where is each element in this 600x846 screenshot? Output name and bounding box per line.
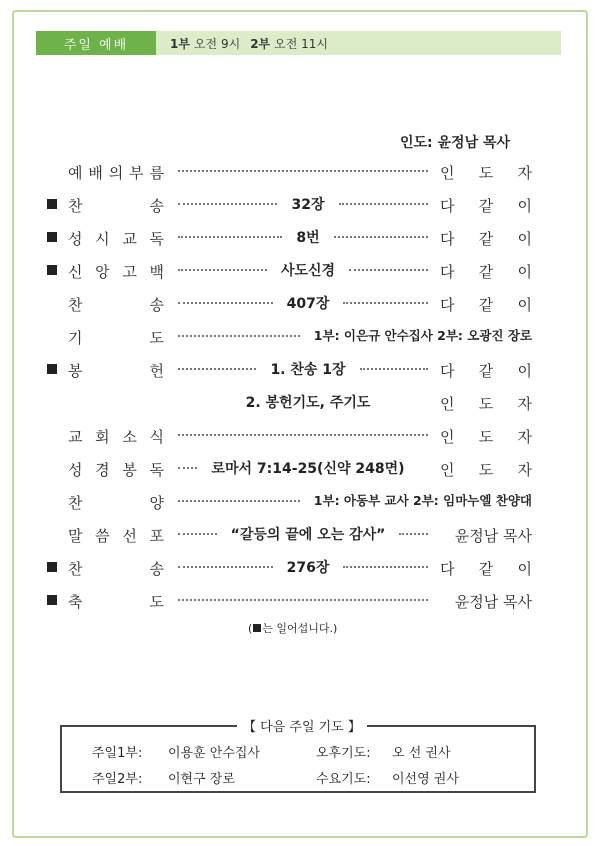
item-person: 인 도 자: [440, 428, 532, 446]
item-person: 다 같 이: [440, 560, 532, 578]
item-detail: 407장: [286, 296, 330, 312]
leader-dots: [178, 599, 428, 601]
leader-dots: [178, 467, 197, 469]
item-name: 찬 양: [68, 494, 164, 512]
item-detail: 1부: 아동부 교사 2부: 임마누엘 찬양대: [313, 493, 532, 508]
prayer-value: 오 선 권사: [392, 746, 451, 761]
worship-item: [0, 226, 600, 252]
service-times: [170, 31, 328, 55]
item-detail: 2. 봉헌기도, 주기도: [245, 395, 371, 411]
item-detail: 로마서 7:14-25(신약 248면): [211, 461, 405, 477]
item-detail: 사도신경: [280, 263, 336, 279]
worship-item: [0, 358, 600, 384]
worship-item: [0, 490, 600, 516]
item-person: 인 도 자: [440, 395, 532, 413]
prayer-label: 수요기도:: [316, 772, 371, 787]
item-name: 신 앙 고 백: [68, 263, 164, 281]
item-person: 다 같 이: [440, 197, 532, 215]
service2-time: 오전 11시: [274, 36, 329, 51]
worship-item: [0, 160, 600, 186]
item-name: 예 배 의 부 름: [68, 164, 164, 182]
leader-dots: [399, 533, 428, 535]
prayer-value: 이현구 장로: [168, 772, 235, 787]
leader-dots: [178, 368, 256, 370]
item-person: 다 같 이: [440, 263, 532, 281]
leader-dots: [178, 269, 267, 271]
leader-dots: [178, 203, 277, 205]
item-detail: “갈등의 끝에 오는 감사”: [230, 527, 386, 543]
item-person: 윤정남 목사: [454, 593, 532, 611]
leader-dots: [178, 335, 300, 337]
worship-item: [0, 259, 600, 285]
leader-dots: [349, 269, 428, 271]
item-person: 다 같 이: [440, 296, 532, 314]
item-detail: 276장: [286, 560, 330, 576]
item-name: 찬 송: [68, 296, 164, 314]
leader-dots: [178, 434, 428, 436]
leader-dots: [178, 500, 300, 502]
item-person: 인 도 자: [440, 461, 532, 479]
item-name: 봉 헌: [68, 362, 164, 380]
item-person: 인 도 자: [440, 164, 532, 182]
next-prayer-title: 【 다음 주일 기도 】: [237, 716, 367, 735]
service2-label: 2부: [250, 36, 271, 51]
service1-time: 오전 9시: [193, 36, 241, 51]
prayer-label: 주일2부:: [92, 772, 143, 787]
leader-dots: [343, 302, 428, 304]
worship-item: [0, 523, 600, 549]
standing-square-icon: [47, 595, 57, 605]
item-name: 성 경 봉 독: [68, 461, 164, 479]
leader-dots: [360, 368, 428, 370]
item-person: 다 같 이: [440, 230, 532, 248]
item-person: 다 같 이: [440, 362, 532, 380]
item-name: 기 도: [68, 329, 164, 347]
worship-item: [0, 325, 600, 351]
item-name: 찬 송: [68, 560, 164, 578]
item-detail: 32장: [291, 197, 325, 213]
worship-item: [0, 457, 600, 483]
worship-leader: 인도: 윤정남 목사: [400, 135, 511, 151]
service1-label: 1부: [170, 36, 190, 51]
prayer-label: 오후기도:: [316, 746, 371, 761]
leader-dots: [334, 236, 428, 238]
standing-square-icon: [47, 562, 57, 572]
item-person: 윤정남 목사: [454, 527, 532, 545]
item-detail: 1부: 이은규 안수집사 2부: 오광진 장로: [313, 328, 532, 343]
prayer-value: 이용훈 안수집사: [168, 746, 261, 761]
item-name: 성 시 교 독: [68, 230, 164, 248]
worship-item: [0, 391, 600, 417]
item-name: 말 씀 선 포: [68, 527, 164, 545]
item-name: 축 도: [68, 593, 164, 611]
prayer-value: 이선영 권사: [392, 772, 459, 787]
item-detail: 8번: [296, 230, 320, 246]
standing-square-icon: [47, 265, 57, 275]
leader-dots: [178, 236, 282, 238]
worship-item: [0, 556, 600, 582]
item-name: 찬 송: [68, 197, 164, 215]
prayer-label: 주일1부:: [92, 746, 143, 761]
service-title: 주일 예배: [36, 31, 156, 55]
standing-note: ( 는 일어섭니다.): [248, 622, 338, 635]
item-name: 교 회 소 식: [68, 428, 164, 446]
leader-dots: [339, 203, 428, 205]
leader-dots: [178, 566, 273, 568]
standing-square-icon: [47, 232, 57, 242]
leader-dots: [343, 566, 428, 568]
standing-square-icon: [47, 364, 57, 374]
item-detail: 1. 찬송 1장: [270, 362, 346, 378]
worship-item: [0, 589, 600, 615]
leader-dots: [178, 302, 273, 304]
worship-item: [0, 424, 600, 450]
worship-item: [0, 193, 600, 219]
leader-dots: [178, 170, 428, 172]
standing-square-icon: [47, 199, 57, 209]
standing-square-icon: [253, 624, 261, 632]
worship-item: [0, 292, 600, 318]
leader-dots: [178, 533, 217, 535]
